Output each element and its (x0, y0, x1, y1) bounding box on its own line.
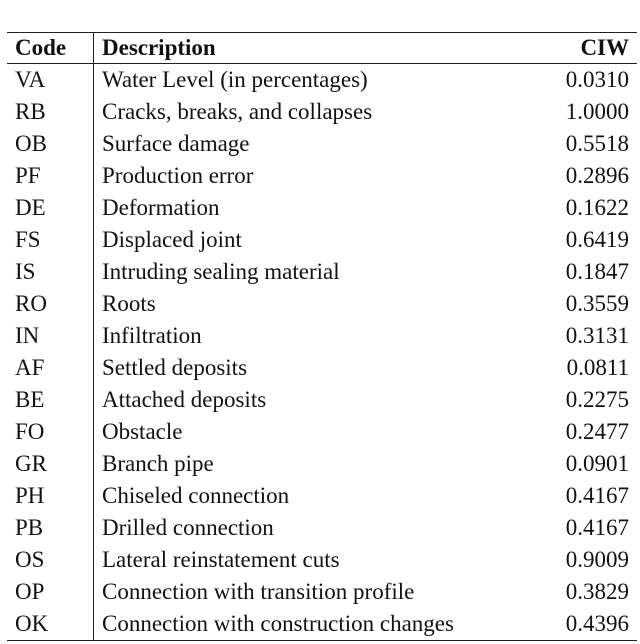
cell-code: PH (7, 480, 94, 512)
cell-code: RO (7, 288, 94, 320)
cell-ciw: 0.9009 (565, 547, 629, 572)
table-row (7, 512, 637, 544)
cell-code: IN (7, 320, 94, 352)
cell-code: OK (7, 608, 94, 641)
cell-code: DE (7, 192, 94, 224)
cell-ciw: 0.4167 (565, 515, 629, 540)
header-row (7, 33, 637, 64)
table-row (7, 224, 637, 256)
table-row (7, 256, 637, 288)
cell-ciw: 0.0811 (566, 355, 629, 380)
table-row (7, 448, 637, 480)
table-row (7, 160, 637, 192)
cell-description: Chiseled connection (102, 483, 290, 508)
table-row (7, 192, 637, 224)
cell-ciw: 0.4396 (565, 611, 629, 636)
cell-ciw: 0.0310 (565, 67, 629, 92)
table-row (7, 576, 637, 608)
cell-description: Attached deposits (102, 387, 267, 412)
cell-code: OP (7, 576, 94, 608)
cell-description: Roots (102, 291, 156, 316)
cell-ciw: 0.6419 (565, 227, 629, 252)
cell-code: AF (7, 352, 94, 384)
cell-ciw: 0.5518 (565, 131, 629, 156)
cell-code: PB (7, 512, 94, 544)
cell-ciw: 0.1847 (565, 259, 629, 284)
cell-ciw: 0.2275 (565, 387, 629, 412)
cell-description: Deformation (102, 195, 220, 220)
table-row (7, 608, 637, 641)
cell-description: Lateral reinstatement cuts (102, 547, 340, 572)
cell-description: Settled deposits (102, 355, 248, 380)
cell-code: OS (7, 544, 94, 576)
cell-code: IS (7, 256, 94, 288)
table-row (7, 544, 637, 576)
cell-code: FO (7, 416, 94, 448)
cell-ciw: 0.1622 (565, 195, 629, 220)
cell-description: Branch pipe (102, 451, 214, 476)
cell-description: Intruding sealing material (102, 259, 340, 284)
header-description: Description (102, 35, 216, 60)
cell-description: Water Level (in percentages) (102, 67, 368, 92)
cell-description: Connection with transition profile (102, 579, 415, 604)
cell-description: Drilled connection (102, 515, 274, 540)
ciw-table (7, 32, 637, 641)
table-row (7, 96, 637, 128)
cell-ciw: 0.0901 (565, 451, 629, 476)
cell-ciw: 0.2896 (565, 163, 629, 188)
cell-code: OB (7, 128, 94, 160)
table-row (7, 416, 637, 448)
table-row (7, 352, 637, 384)
cell-ciw: 0.4167 (565, 483, 629, 508)
cell-description: Surface damage (102, 131, 250, 156)
cell-code: FS (7, 224, 94, 256)
cell-description: Production error (102, 163, 254, 188)
cell-description: Infiltration (102, 323, 202, 348)
table-row (7, 128, 637, 160)
table-row (7, 320, 637, 352)
cell-description: Connection with construction changes (102, 611, 454, 636)
cell-code: GR (7, 448, 94, 480)
cell-code: PF (7, 160, 94, 192)
cell-description: Obstacle (102, 419, 183, 444)
table-row (7, 480, 637, 512)
cell-description: Displaced joint (102, 227, 242, 252)
cell-code: BE (7, 384, 94, 416)
cell-code: VA (7, 64, 94, 97)
cell-ciw: 0.3559 (565, 291, 629, 316)
cell-code: RB (7, 96, 94, 128)
cell-ciw: 0.2477 (565, 419, 629, 444)
cell-ciw: 0.3829 (565, 579, 629, 604)
table-row (7, 64, 637, 97)
header-ciw: CIW (580, 35, 629, 60)
header-code: Code (7, 33, 94, 64)
cell-ciw: 0.3131 (565, 323, 629, 348)
cell-description: Cracks, breaks, and collapses (102, 99, 373, 124)
table-row (7, 384, 637, 416)
cell-ciw: 1.0000 (565, 99, 629, 124)
table-row (7, 288, 637, 320)
